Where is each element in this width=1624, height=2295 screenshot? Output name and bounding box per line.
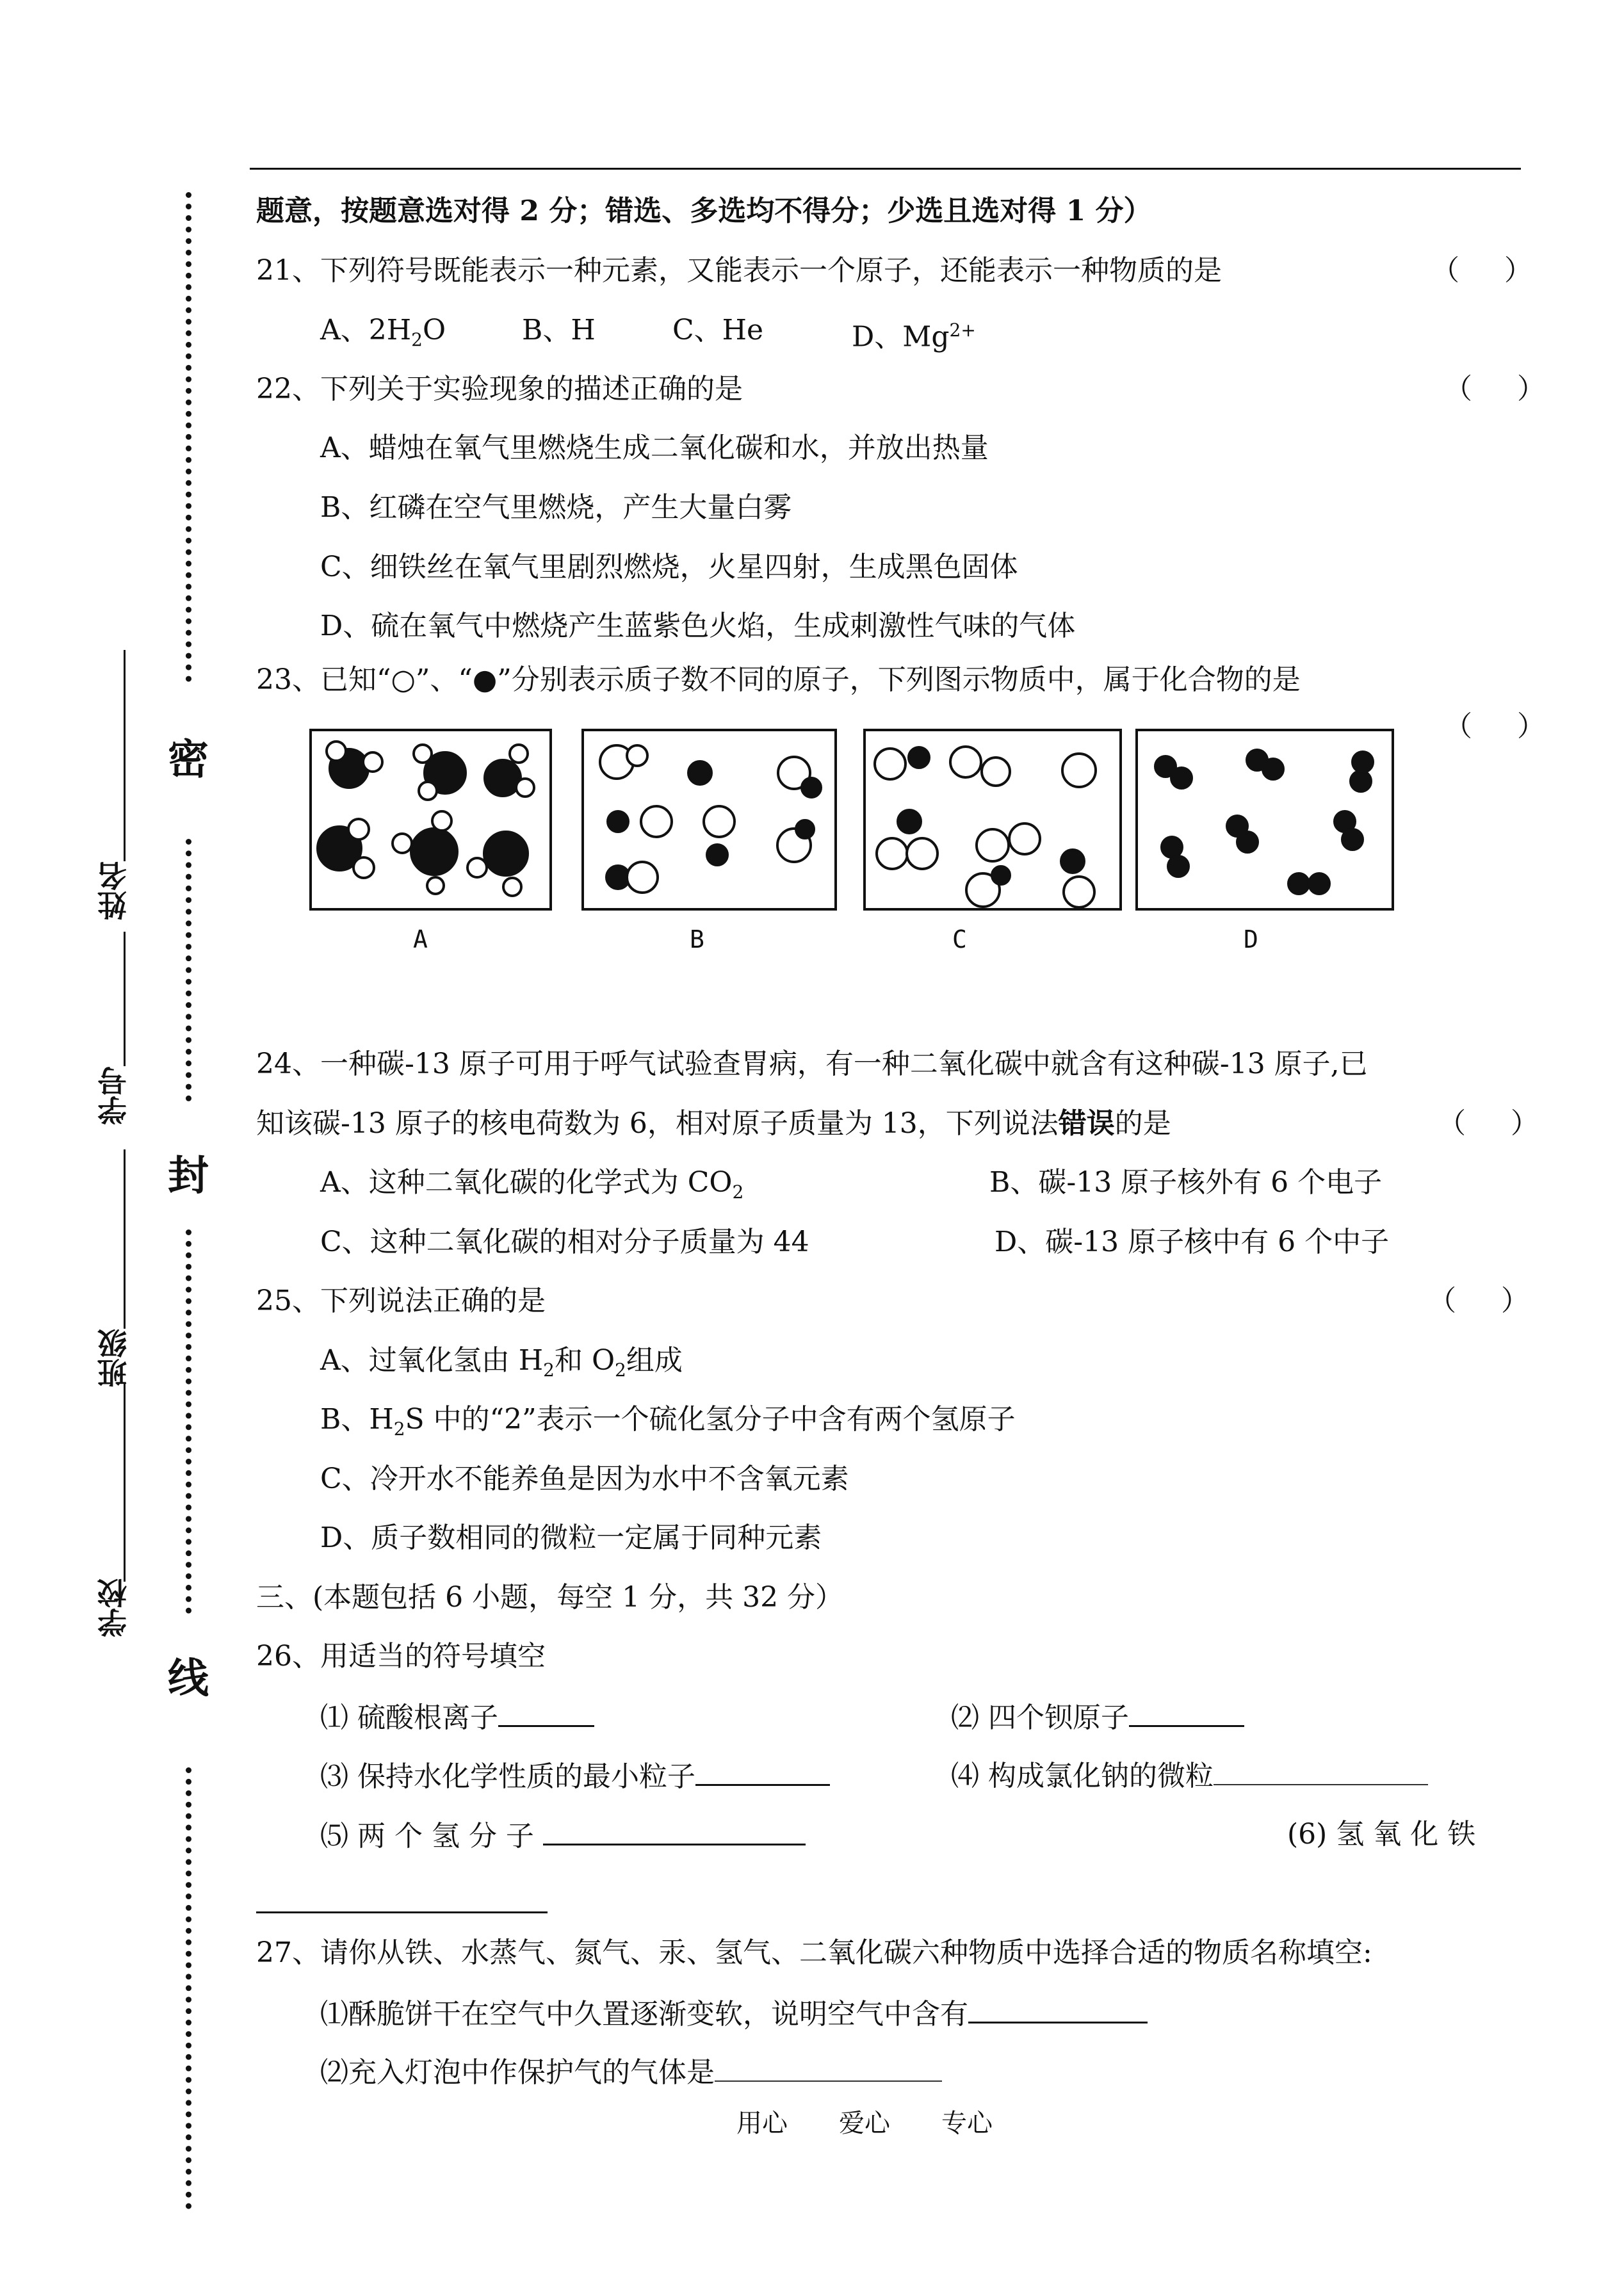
q27-blank-2[interactable] [715, 2052, 942, 2082]
q24-option-d: D、碳-13 原子核中有 6 个中子 [995, 1226, 1390, 1258]
q26-item-3: ⑶ 保持水化学性质的最小粒子 [320, 1756, 830, 1796]
q23-label-a: A [413, 925, 428, 953]
q24-option-c: C、这种二氧化碳的相对分子质量为 44 [320, 1226, 809, 1258]
q23-particle-diagrams [307, 727, 1396, 919]
q24-stem-line2: 知该碳-13 原子的核电荷数为 6，相对原子质量为 13，下列说法错误的是 [256, 1107, 1171, 1140]
q21-option-b: B、H [522, 314, 596, 346]
q23-label-c: C [952, 925, 967, 953]
student-id-rule [124, 932, 126, 1066]
header-rule [250, 168, 1521, 170]
scoring-intro: 题意，按题意选对得 2 分；错选、多选均不得分；少选且选对得 1 分） [256, 195, 1152, 227]
q21-option-a: A、$2H_2O$ [320, 314, 446, 350]
seal-char-mi: 密 [168, 736, 209, 784]
q25-option-b: B、$H_2S$ 中的“2”表示一个硫化氢分子中含有两个氢原子 [320, 1403, 1016, 1439]
q25-option-d: D、质子数相同的微粒一定属于同种元素 [320, 1521, 822, 1554]
q27-item-2: ⑵充入灯泡中作保护气的气体是 [320, 2052, 942, 2092]
seal-dots-4 [186, 1767, 191, 2209]
q27-blank-1[interactable] [968, 1993, 1148, 2023]
q26-item-2: ⑵ 四个钡原子 [951, 1697, 1244, 1737]
q26-blank-4[interactable] [1214, 1756, 1428, 1785]
seal-dots-3 [186, 1229, 191, 1614]
q24-answer-paren[interactable]: （ ） [1438, 1107, 1539, 1140]
q26-blank-2[interactable] [1129, 1697, 1244, 1727]
q21-answer-paren[interactable]: （ ） [1431, 254, 1532, 287]
q26-blank-5[interactable] [543, 1815, 806, 1845]
q26-item-1: ⑴ 硫酸根离子 [320, 1697, 594, 1737]
q26-blank-1[interactable] [498, 1697, 594, 1727]
q25-answer-paren[interactable]: （ ） [1428, 1285, 1529, 1317]
name-rule [124, 650, 126, 861]
q23-label-b: B [690, 925, 704, 953]
q24-option-b: B、碳-13 原子核外有 6 个电子 [989, 1166, 1383, 1199]
q27-item-1: ⑴酥脆饼干在空气中久置逐渐变软，说明空气中含有 [320, 1993, 1148, 2034]
seal-dots-1 [186, 192, 191, 682]
q25-stem: 25、下列说法正确的是 [256, 1285, 546, 1317]
seal-char-feng: 封 [168, 1152, 209, 1200]
q26-item-6: (6) 氢 氧 化 铁 [1287, 1818, 1476, 1851]
q22-option-b: B、红磷在空气里燃烧，产生大量白雾 [320, 491, 792, 524]
q21-option-d: D、$Mg^{2+}$ [852, 320, 976, 353]
q26-stem: 26、用适当的符号填空 [256, 1640, 546, 1673]
q26-item-5: ⑸ 两 个 氢 分 子 [320, 1815, 806, 1856]
q27-stem: 27、请你从铁、水蒸气、氮气、汞、氢气、二氧化碳六种物质中选择合适的物质名称填空: [256, 1936, 1372, 1969]
q21-stem: 21、下列符号既能表示一种元素，又能表示一个原子，还能表示一种物质的是 [256, 254, 1222, 287]
class-rule [124, 1149, 126, 1329]
student-id-label: 学号 [97, 1066, 131, 1125]
q22-stem: 22、下列关于实验现象的描述正确的是 [256, 373, 743, 405]
q23-label-d: D [1244, 925, 1258, 953]
q23-stem: 23、已知“○”、“●”分别表示质子数不同的原子，下列图示物质中，属于化合物的是 [256, 663, 1301, 696]
page-footer: 用心 爱心 专心 [736, 2109, 993, 2138]
school-rule [124, 1383, 126, 1582]
q24-emphasis: 错误 [1058, 1107, 1115, 1140]
name-label: 姓名 [97, 861, 131, 920]
class-label: 班级 [97, 1329, 131, 1388]
q24-stem-line1: 24、一种碳-13 原子可用于呼气试验查胃病，有一种二氧化碳中就含有这种碳-13 原子,已 [256, 1048, 1368, 1080]
q26-blank-3[interactable] [695, 1756, 830, 1786]
diagram-box-d [1137, 730, 1393, 909]
section-3-heading: 三、(本题包括 6 小题，每空 1 分，共 32 分） [256, 1581, 844, 1614]
q25-option-c: C、冷开水不能养鱼是因为水中不含氧元素 [320, 1463, 849, 1495]
q23-answer-paren[interactable]: （ ） [1444, 710, 1545, 743]
q26-item-4: ⑷ 构成氯化钠的微粒 [951, 1756, 1428, 1796]
q26-blank-6[interactable] [256, 1911, 548, 1913]
q25-option-a: A、过氧化氢由 $H_2$和 $O_2$组成 [320, 1344, 683, 1381]
q22-option-d: D、硫在氧气中燃烧产生蓝紫色火焰，生成刺激性气味的气体 [320, 610, 1076, 642]
diagram-box-c [865, 730, 1121, 909]
q21-option-c: C、He [672, 314, 764, 346]
seal-char-xian: 线 [168, 1655, 209, 1703]
diagram-box-a [311, 730, 551, 909]
q22-option-a: A、蜡烛在氧气里燃烧生成二氧化碳和水，并放出热量 [320, 432, 989, 464]
seal-dots-2 [186, 839, 191, 1101]
school-label: 学校 [97, 1578, 131, 1637]
q24-option-a: A、这种二氧化碳的化学式为 $CO_2$ [320, 1166, 744, 1203]
diagram-box-b [583, 730, 836, 909]
q22-option-c: C、细铁丝在氧气里剧烈燃烧，火星四射，生成黑色固体 [320, 551, 1018, 583]
q22-answer-paren[interactable]: （ ） [1444, 373, 1545, 405]
